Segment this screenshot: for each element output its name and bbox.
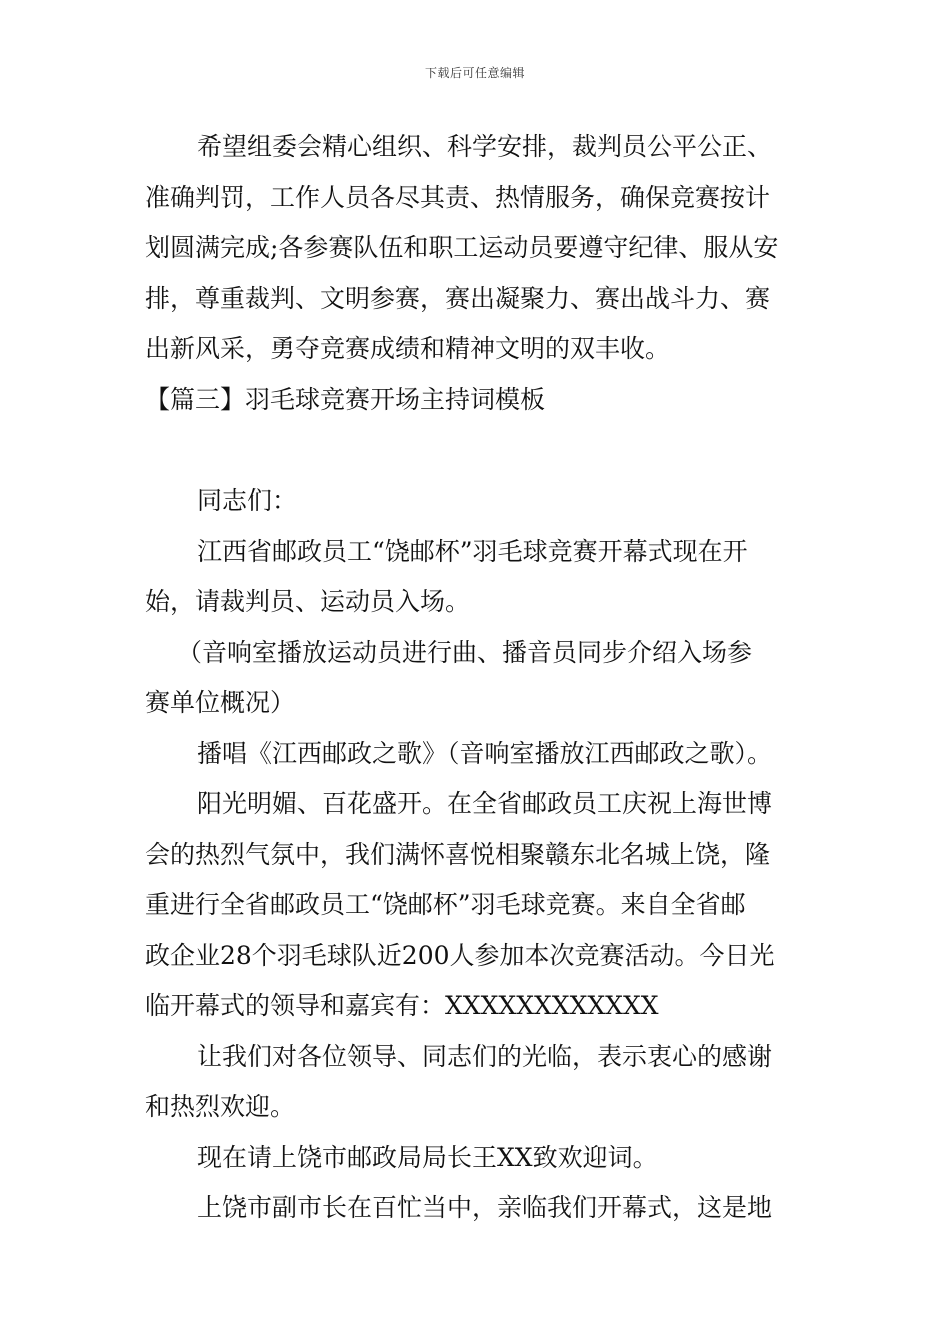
paragraph-line: （音响室播放运动员进行曲、播音员同步介绍入场参	[177, 637, 753, 667]
paragraph-line: 播唱《江西邮政之歌》（音响室播放江西邮政之歌）。	[197, 738, 773, 768]
paragraph-line: 让我们对各位领导、同志们的光临，表示衷心的感谢	[197, 1041, 773, 1071]
paragraph-line: 阳光明媚、百花盛开。在全省邮政员工庆祝上海世博	[197, 789, 773, 818]
blank-line	[145, 425, 811, 476]
paragraph-line: 上饶市副市长在百忙当中，亲临我们开幕式，这是地	[197, 1193, 773, 1222]
paragraph-line: 和热烈欢迎。	[145, 1092, 296, 1121]
paragraph-line: 划圆满完成;各参赛队伍和职工运动员要遵守纪律、服从安	[145, 233, 779, 262]
paragraph-line: 同志们：	[197, 486, 298, 515]
paragraph-line: 江西省邮政员工“饶邮杯”羽毛球竞赛开幕式现在开	[197, 536, 748, 566]
page-header: 下载后可任意编辑	[424, 66, 525, 80]
section-heading: 【篇三】羽毛球竞赛开场主持词模板	[145, 384, 546, 414]
paragraph-line: 临开幕式的领导和嘉宾有：XXXXXXXXXXXX	[145, 991, 659, 1020]
paragraph-line: 会的热烈气氛中，我们满怀喜悦相聚赣东北名城上饶，隆	[145, 839, 771, 869]
paragraph-line: 准确判罚，工作人员各尽其责、热情服务，确保竞赛按计	[145, 182, 771, 212]
paragraph-line: 现在请上饶市邮政局局长王XX致欢迎词。	[197, 1142, 658, 1172]
paragraph-line: 政企业28个羽毛球队近200人参加本次竞赛活动。今日光	[145, 940, 775, 970]
paragraph-line: 重进行全省邮政员工“饶邮杯”羽毛球竞赛。来自全省邮	[145, 890, 746, 919]
paragraph-line: 出新风采，勇夺竞赛成绩和精神文明的双丰收。	[145, 334, 671, 363]
paragraph-line: 赛单位概况）	[145, 688, 296, 717]
paragraph-line: 始，请裁判员、运动员入场。	[145, 587, 471, 616]
paragraph-line: 排，尊重裁判、文明参赛，赛出凝聚力、赛出战斗力、赛	[145, 283, 771, 313]
document-body	[145, 122, 811, 1234]
paragraph-line: 希望组委会精心组织、科学安排，裁判员公平公正、	[197, 132, 773, 161]
